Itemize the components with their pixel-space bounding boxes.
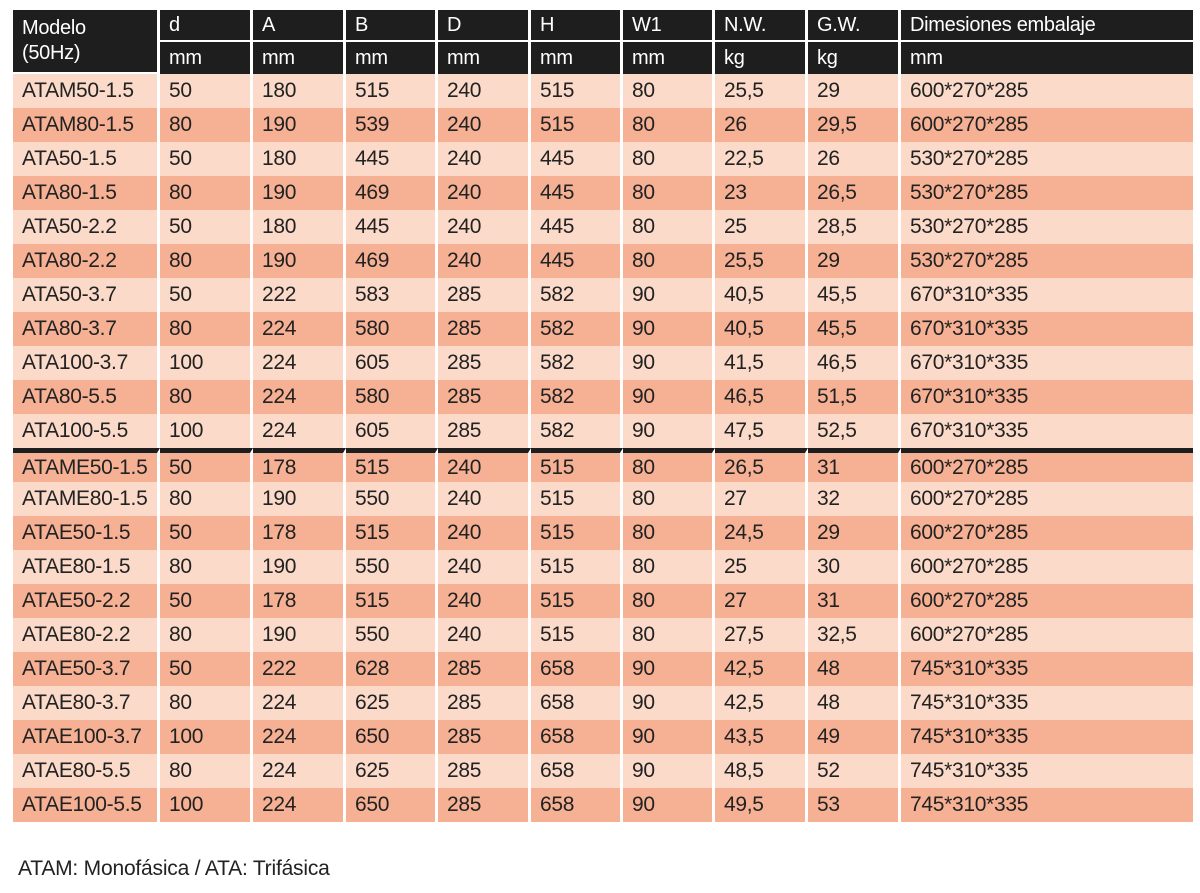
table-cell: 29,5 (808, 108, 901, 142)
model-label: Modelo (22, 17, 86, 39)
table-cell: 745*310*335 (901, 686, 1193, 720)
table-cell: 582 (531, 380, 623, 414)
table-cell: 445 (531, 210, 623, 244)
column-header: B (346, 10, 438, 42)
table-cell: 285 (438, 788, 531, 822)
table-row (13, 244, 1193, 278)
table-row (13, 788, 1193, 822)
model-cell: ATA80-1.5 (13, 176, 160, 210)
table-cell: 222 (253, 652, 346, 686)
table-cell: 42,5 (715, 686, 808, 720)
table-cell: 80 (623, 550, 715, 584)
table-cell: 658 (531, 788, 623, 822)
table-cell: 29 (808, 516, 901, 550)
table-cell: 240 (438, 550, 531, 584)
table-cell: 80 (160, 482, 253, 516)
table-cell: 31 (808, 584, 901, 618)
table-cell: 285 (438, 652, 531, 686)
table-row (13, 448, 1193, 482)
table-cell: 50 (160, 278, 253, 312)
table-cell: 285 (438, 754, 531, 788)
model-cell: ATAE80-1.5 (13, 550, 160, 584)
model-cell: ATAM80-1.5 (13, 108, 160, 142)
table-cell: 582 (531, 414, 623, 448)
table-cell: 47,5 (715, 414, 808, 448)
table-cell: 285 (438, 720, 531, 754)
table-cell: 515 (531, 618, 623, 652)
table-row (13, 108, 1193, 142)
table-cell: 745*310*335 (901, 788, 1193, 822)
table-cell: 27,5 (715, 618, 808, 652)
table-cell: 51,5 (808, 380, 901, 414)
column-unit: mm (253, 42, 346, 74)
table-cell: 46,5 (808, 346, 901, 380)
model-cell: ATA80-5.5 (13, 380, 160, 414)
table-cell: 628 (346, 652, 438, 686)
table-cell: 285 (438, 414, 531, 448)
table-cell: 100 (160, 788, 253, 822)
table-row (13, 414, 1193, 448)
model-cell: ATAE100-3.7 (13, 720, 160, 754)
table-cell: 445 (531, 176, 623, 210)
model-cell: ATAM50-1.5 (13, 74, 160, 108)
table-cell: 80 (623, 210, 715, 244)
table-cell: 90 (623, 312, 715, 346)
table-row (13, 278, 1193, 312)
table-row (13, 754, 1193, 788)
table-cell: 80 (623, 584, 715, 618)
table-cell: 515 (346, 516, 438, 550)
table-cell: 178 (253, 516, 346, 550)
table-row (13, 74, 1193, 108)
table-cell: 26 (808, 142, 901, 176)
table-cell: 90 (623, 414, 715, 448)
table-body (13, 74, 1193, 822)
pump-specs-table (13, 10, 1193, 822)
table-row (13, 618, 1193, 652)
table-cell: 285 (438, 380, 531, 414)
table-cell: 515 (346, 74, 438, 108)
table-cell: 24,5 (715, 516, 808, 550)
model-cell: ATAE50-2.2 (13, 584, 160, 618)
table-row (13, 210, 1193, 244)
table-cell: 40,5 (715, 312, 808, 346)
table-cell: 650 (346, 720, 438, 754)
table-cell: 670*310*335 (901, 414, 1193, 448)
table-cell: 90 (623, 278, 715, 312)
table-cell: 46,5 (715, 380, 808, 414)
column-unit: mm (160, 42, 253, 74)
table-cell: 605 (346, 346, 438, 380)
table-cell: 90 (623, 686, 715, 720)
table-cell: 49 (808, 720, 901, 754)
table-row (13, 482, 1193, 516)
column-unit: kg (808, 42, 901, 74)
table-cell: 224 (253, 346, 346, 380)
table-cell: 530*270*285 (901, 210, 1193, 244)
table-cell: 240 (438, 516, 531, 550)
column-header: A (253, 10, 346, 42)
table-cell: 90 (623, 346, 715, 380)
table-cell: 600*270*285 (901, 584, 1193, 618)
model-cell: ATA80-2.2 (13, 244, 160, 278)
table-cell: 180 (253, 210, 346, 244)
model-cell: ATA80-3.7 (13, 312, 160, 346)
header-units-row (13, 42, 1193, 74)
table-cell: 25,5 (715, 74, 808, 108)
table-cell: 240 (438, 142, 531, 176)
table-cell: 29 (808, 244, 901, 278)
table-cell: 180 (253, 142, 346, 176)
table-cell: 80 (160, 686, 253, 720)
column-header: W1 (623, 10, 715, 42)
table-cell: 90 (623, 788, 715, 822)
table-cell: 600*270*285 (901, 448, 1193, 482)
table-cell: 180 (253, 74, 346, 108)
table-cell: 32,5 (808, 618, 901, 652)
table-cell: 515 (531, 584, 623, 618)
table-cell: 23 (715, 176, 808, 210)
table-cell: 285 (438, 686, 531, 720)
table-cell: 52 (808, 754, 901, 788)
table-row (13, 686, 1193, 720)
table-cell: 80 (623, 244, 715, 278)
table-cell: 670*310*335 (901, 380, 1193, 414)
table-cell: 50 (160, 74, 253, 108)
table-cell: 658 (531, 720, 623, 754)
table-cell: 600*270*285 (901, 516, 1193, 550)
column-header: G.W. (808, 10, 901, 42)
table-cell: 515 (531, 482, 623, 516)
column-header: Dimesiones embalaje (901, 10, 1193, 42)
table-cell: 178 (253, 584, 346, 618)
model-cell: ATA50-1.5 (13, 142, 160, 176)
footnote: ATAM: Monofásica / ATA: Trifásica (18, 857, 330, 880)
table-cell: 45,5 (808, 312, 901, 346)
table-cell: 550 (346, 550, 438, 584)
table-cell: 583 (346, 278, 438, 312)
model-cell: ATA50-2.2 (13, 210, 160, 244)
table-cell: 50 (160, 448, 253, 482)
table-cell: 600*270*285 (901, 108, 1193, 142)
table-row (13, 312, 1193, 346)
table-cell: 80 (160, 176, 253, 210)
table-cell: 80 (623, 108, 715, 142)
table-cell: 80 (160, 754, 253, 788)
table-cell: 600*270*285 (901, 550, 1193, 584)
table-header (13, 10, 1193, 74)
table-cell: 80 (623, 482, 715, 516)
table-cell: 285 (438, 278, 531, 312)
table-cell: 41,5 (715, 346, 808, 380)
table-cell: 530*270*285 (901, 176, 1193, 210)
column-header: N.W. (715, 10, 808, 42)
table-cell: 45,5 (808, 278, 901, 312)
table-cell: 285 (438, 346, 531, 380)
table-cell: 670*310*335 (901, 278, 1193, 312)
table-row (13, 584, 1193, 618)
table-cell: 530*270*285 (901, 142, 1193, 176)
model-sublabel: (50Hz) (22, 42, 81, 64)
table-cell: 445 (531, 142, 623, 176)
table-cell: 80 (623, 516, 715, 550)
table-cell: 605 (346, 414, 438, 448)
table-cell: 80 (160, 108, 253, 142)
table-cell: 100 (160, 414, 253, 448)
table-cell: 50 (160, 210, 253, 244)
table-cell: 48 (808, 652, 901, 686)
table-cell: 539 (346, 108, 438, 142)
table-cell: 650 (346, 788, 438, 822)
table-cell: 530*270*285 (901, 244, 1193, 278)
table-cell: 550 (346, 482, 438, 516)
table-row (13, 380, 1193, 414)
table-cell: 50 (160, 652, 253, 686)
column-unit: mm (531, 42, 623, 74)
table-cell: 580 (346, 380, 438, 414)
table-cell: 50 (160, 516, 253, 550)
table-cell: 240 (438, 210, 531, 244)
table-cell: 600*270*285 (901, 482, 1193, 516)
table-cell: 80 (623, 618, 715, 652)
table-cell: 580 (346, 312, 438, 346)
model-cell: ATAE80-3.7 (13, 686, 160, 720)
table-cell: 43,5 (715, 720, 808, 754)
table-cell: 31 (808, 448, 901, 482)
table-cell: 285 (438, 312, 531, 346)
table-cell: 80 (160, 618, 253, 652)
column-unit: mm (901, 42, 1193, 74)
table-cell: 26,5 (808, 176, 901, 210)
table-cell: 515 (346, 584, 438, 618)
table-row (13, 142, 1193, 176)
table-cell: 240 (438, 74, 531, 108)
table-cell: 80 (623, 142, 715, 176)
table-cell: 80 (160, 380, 253, 414)
table-cell: 582 (531, 346, 623, 380)
table-row (13, 516, 1193, 550)
table-cell: 80 (623, 448, 715, 482)
table-cell: 90 (623, 652, 715, 686)
table-cell: 658 (531, 652, 623, 686)
table-cell: 190 (253, 550, 346, 584)
table-cell: 658 (531, 754, 623, 788)
table-cell: 224 (253, 788, 346, 822)
table-cell: 445 (531, 244, 623, 278)
table-cell: 190 (253, 108, 346, 142)
table-cell: 625 (346, 754, 438, 788)
table-cell: 52,5 (808, 414, 901, 448)
table-cell: 190 (253, 244, 346, 278)
table-cell: 469 (346, 244, 438, 278)
table-cell: 28,5 (808, 210, 901, 244)
table-cell: 190 (253, 482, 346, 516)
table-cell: 50 (160, 584, 253, 618)
table-cell: 32 (808, 482, 901, 516)
model-cell: ATA50-3.7 (13, 278, 160, 312)
table-cell: 224 (253, 414, 346, 448)
header-names-row (13, 10, 1193, 42)
table-cell: 48 (808, 686, 901, 720)
table-cell: 90 (623, 380, 715, 414)
table-cell: 240 (438, 482, 531, 516)
table-cell: 745*310*335 (901, 720, 1193, 754)
table-cell: 515 (531, 516, 623, 550)
table-cell: 515 (531, 108, 623, 142)
table-cell: 53 (808, 788, 901, 822)
table-cell: 190 (253, 618, 346, 652)
model-cell: ATAE50-3.7 (13, 652, 160, 686)
table-cell: 80 (623, 74, 715, 108)
column-header: H (531, 10, 623, 42)
table-cell: 25 (715, 210, 808, 244)
table-cell: 27 (715, 482, 808, 516)
table-row (13, 652, 1193, 686)
table-row (13, 550, 1193, 584)
model-cell: ATAME80-1.5 (13, 482, 160, 516)
table-row (13, 176, 1193, 210)
table-cell: 240 (438, 244, 531, 278)
table-cell: 600*270*285 (901, 618, 1193, 652)
table-cell: 240 (438, 448, 531, 482)
table-cell: 745*310*335 (901, 754, 1193, 788)
table-cell: 515 (531, 448, 623, 482)
table-cell: 40,5 (715, 278, 808, 312)
table-cell: 90 (623, 720, 715, 754)
model-cell: ATAE50-1.5 (13, 516, 160, 550)
table-cell: 25,5 (715, 244, 808, 278)
column-unit: mm (623, 42, 715, 74)
table-cell: 50 (160, 142, 253, 176)
column-unit: mm (438, 42, 531, 74)
column-unit: kg (715, 42, 808, 74)
table-cell: 445 (346, 210, 438, 244)
table-cell: 582 (531, 278, 623, 312)
table-cell: 80 (160, 244, 253, 278)
table-cell: 100 (160, 720, 253, 754)
table-cell: 224 (253, 754, 346, 788)
table-cell: 224 (253, 686, 346, 720)
model-cell: ATA100-5.5 (13, 414, 160, 448)
model-column-header (13, 10, 160, 74)
model-cell: ATAE100-5.5 (13, 788, 160, 822)
table-cell: 240 (438, 584, 531, 618)
table-cell: 582 (531, 312, 623, 346)
table-cell: 29 (808, 74, 901, 108)
table-cell: 670*310*335 (901, 346, 1193, 380)
model-cell: ATAME50-1.5 (13, 448, 160, 482)
table-cell: 80 (160, 312, 253, 346)
table-cell: 600*270*285 (901, 74, 1193, 108)
table-cell: 100 (160, 346, 253, 380)
table-cell: 30 (808, 550, 901, 584)
table-cell: 222 (253, 278, 346, 312)
table-cell: 240 (438, 108, 531, 142)
table-cell: 515 (346, 448, 438, 482)
table-row (13, 720, 1193, 754)
table-cell: 42,5 (715, 652, 808, 686)
table-cell: 240 (438, 176, 531, 210)
table-cell: 625 (346, 686, 438, 720)
table-cell: 445 (346, 142, 438, 176)
table-cell: 550 (346, 618, 438, 652)
table-cell: 48,5 (715, 754, 808, 788)
table-cell: 658 (531, 686, 623, 720)
table-cell: 178 (253, 448, 346, 482)
model-cell: ATAE80-5.5 (13, 754, 160, 788)
table-cell: 25 (715, 550, 808, 584)
table-cell: 224 (253, 380, 346, 414)
table-cell: 22,5 (715, 142, 808, 176)
table-cell: 90 (623, 754, 715, 788)
table-cell: 26,5 (715, 448, 808, 482)
table-cell: 670*310*335 (901, 312, 1193, 346)
table-cell: 80 (160, 550, 253, 584)
model-cell: ATA100-3.7 (13, 346, 160, 380)
table-cell: 80 (623, 176, 715, 210)
column-unit: mm (346, 42, 438, 74)
table-cell: 745*310*335 (901, 652, 1193, 686)
table-cell: 26 (715, 108, 808, 142)
table-cell: 224 (253, 312, 346, 346)
table-cell: 190 (253, 176, 346, 210)
table-cell: 515 (531, 74, 623, 108)
table-cell: 469 (346, 176, 438, 210)
table-cell: 224 (253, 720, 346, 754)
table-cell: 27 (715, 584, 808, 618)
model-cell: ATAE80-2.2 (13, 618, 160, 652)
table-cell: 49,5 (715, 788, 808, 822)
column-header: D (438, 10, 531, 42)
table-row (13, 346, 1193, 380)
column-header: d (160, 10, 253, 42)
table-cell: 240 (438, 618, 531, 652)
table-cell: 515 (531, 550, 623, 584)
